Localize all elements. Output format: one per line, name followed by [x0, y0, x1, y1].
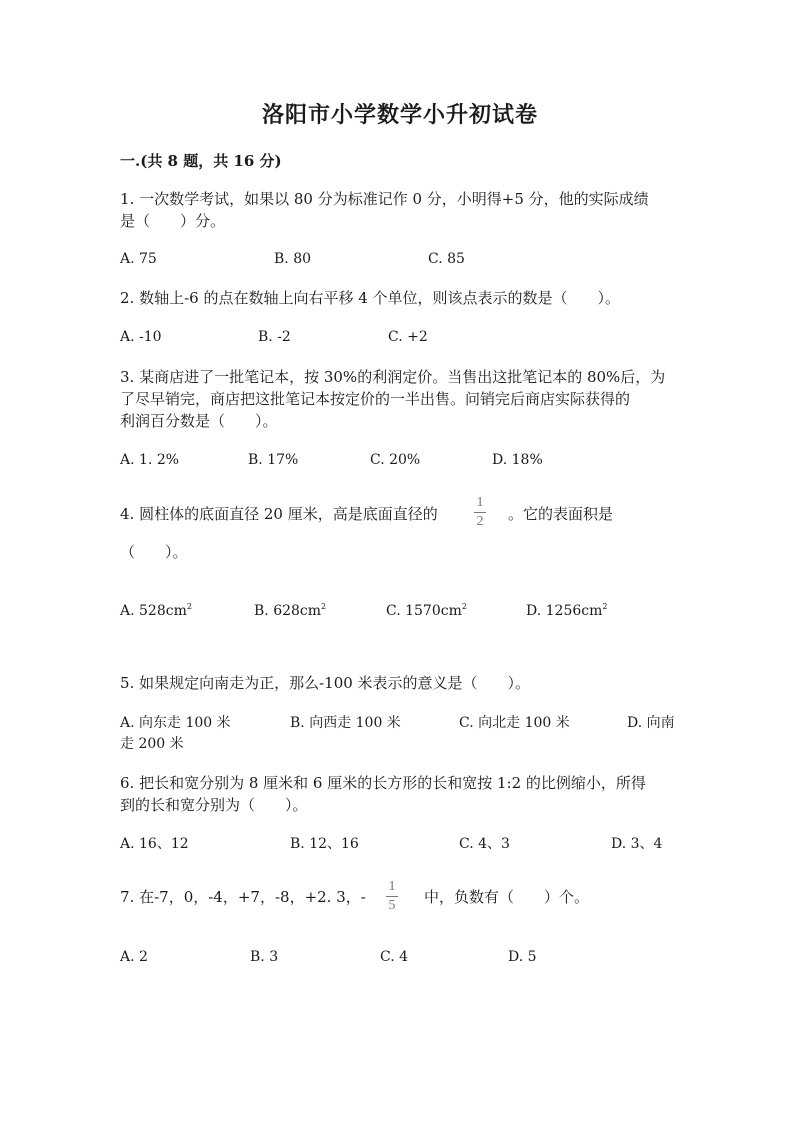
q3-option-a: A. 1. 2% — [120, 452, 180, 468]
question-3 — [120, 366, 685, 432]
q4-fraction — [472, 496, 488, 529]
question-4-post-text: 。它的表面积是 — [508, 505, 614, 523]
q4-option-d — [526, 597, 607, 621]
question-1-line-2: 是（ ）分。 — [120, 212, 226, 230]
question-7 — [120, 886, 390, 908]
q6-option-a: A. 16、12 — [120, 836, 189, 852]
question-5 — [120, 672, 685, 694]
fraction-bar — [474, 512, 486, 513]
question-7-post-text: 中，负数有（ ）个。 — [424, 888, 590, 906]
question-6 — [120, 772, 685, 816]
q2-option-a: A. -10 — [120, 329, 162, 345]
question-6-line-2: 到的长和宽分别为（ ）。 — [120, 796, 308, 814]
q7-fraction — [384, 880, 400, 913]
q5-option-a: A. 向东走 100 米 — [120, 715, 231, 731]
q4-option-c — [386, 597, 467, 621]
q4-option-b-text: B. 628cm — [254, 603, 322, 619]
section-heading: 一.(共 8 题，共 16 分) — [120, 152, 282, 170]
q5-option-d: D. 向南 — [627, 715, 675, 731]
question-2 — [120, 287, 685, 309]
question-5-text: 5. 如果规定向南走为正，那么-100 米表示的意义是（ ）。 — [120, 674, 531, 692]
q2-option-c: C. +2 — [388, 329, 428, 345]
question-1-line-1: 1. 一次数学考试，如果以 80 分为标准记作 0 分，小明得+5 分，他的实际成绩 — [120, 190, 649, 208]
q4-option-a-text: A. 528cm — [120, 603, 187, 619]
question-7-post — [424, 886, 684, 908]
q7-fraction-denominator: 5 — [388, 898, 396, 913]
question-2-text: 2. 数轴上-6 的点在数轴上向右平移 4 个单位，则该点表示的数是（ ）。 — [120, 289, 621, 307]
question-3-line-3: 利润百分数是（ ）。 — [120, 412, 278, 430]
q7-option-c: C. 4 — [380, 949, 409, 965]
q6-option-c: C. 4、3 — [459, 836, 510, 852]
q7-option-b: B. 3 — [250, 949, 279, 965]
q4-option-c-sup: 2 — [461, 602, 467, 611]
q7-fraction-numerator: 1 — [388, 879, 396, 894]
q3-option-d: D. 18% — [492, 452, 543, 468]
q3-option-c: C. 20% — [370, 452, 421, 468]
q4-option-c-text: C. 1570cm — [386, 603, 462, 619]
q7-option-a: A. 2 — [120, 949, 148, 965]
q4-option-a — [120, 597, 192, 621]
q2-option-b: B. -2 — [258, 329, 291, 345]
q5-option-d-continued: 走 200 米 — [120, 736, 184, 752]
question-3-line-1: 3. 某商店进了一批笔记本，按 30%的利润定价。当售出这批笔记本的 80%后，为 — [120, 368, 666, 386]
question-3-line-2: 了尽早销完，商店把这批笔记本按定价的一半出售。问销完后商店实际获得的 — [120, 390, 631, 408]
question-4-line-2-text: （ ）。 — [120, 543, 188, 561]
q1-option-c: C. 85 — [428, 251, 465, 267]
q6-option-b: B. 12、16 — [290, 836, 359, 852]
page-title: 洛阳市小学数学小升初试卷 — [261, 102, 538, 128]
q4-option-d-sup: 2 — [602, 602, 608, 611]
fraction-bar — [386, 896, 398, 897]
q1-option-a: A. 75 — [120, 251, 157, 267]
question-7-pre: 7. 在-7，0，-4，+7，-8，+2. 3，- — [120, 888, 366, 906]
q3-option-b: B. 17% — [248, 452, 299, 468]
q5-option-b: B. 向西走 100 米 — [290, 715, 401, 731]
q1-option-b: B. 80 — [274, 251, 312, 267]
q5-option-c: C. 向北走 100 米 — [459, 715, 570, 731]
question-4-post — [508, 503, 708, 525]
q6-option-d: D. 3、4 — [611, 836, 663, 852]
question-6-line-1: 6. 把长和宽分别为 8 厘米和 6 厘米的长方形的长和宽按 1:2 的比例缩小，所得 — [120, 774, 646, 792]
q4-option-b-sup: 2 — [321, 602, 327, 611]
q4-option-a-sup: 2 — [186, 602, 192, 611]
question-1 — [120, 188, 685, 232]
q4-option-d-text: D. 1256cm — [526, 603, 603, 619]
q4-option-b — [254, 597, 326, 621]
q7-option-d: D. 5 — [508, 949, 537, 965]
q4-fraction-numerator: 1 — [476, 495, 484, 510]
question-4-line-2 — [120, 541, 685, 563]
question-4-pre: 4. 圆柱体的底面直径 20 厘米，高是底面直径的 — [120, 505, 438, 523]
q4-fraction-denominator: 2 — [476, 514, 484, 529]
